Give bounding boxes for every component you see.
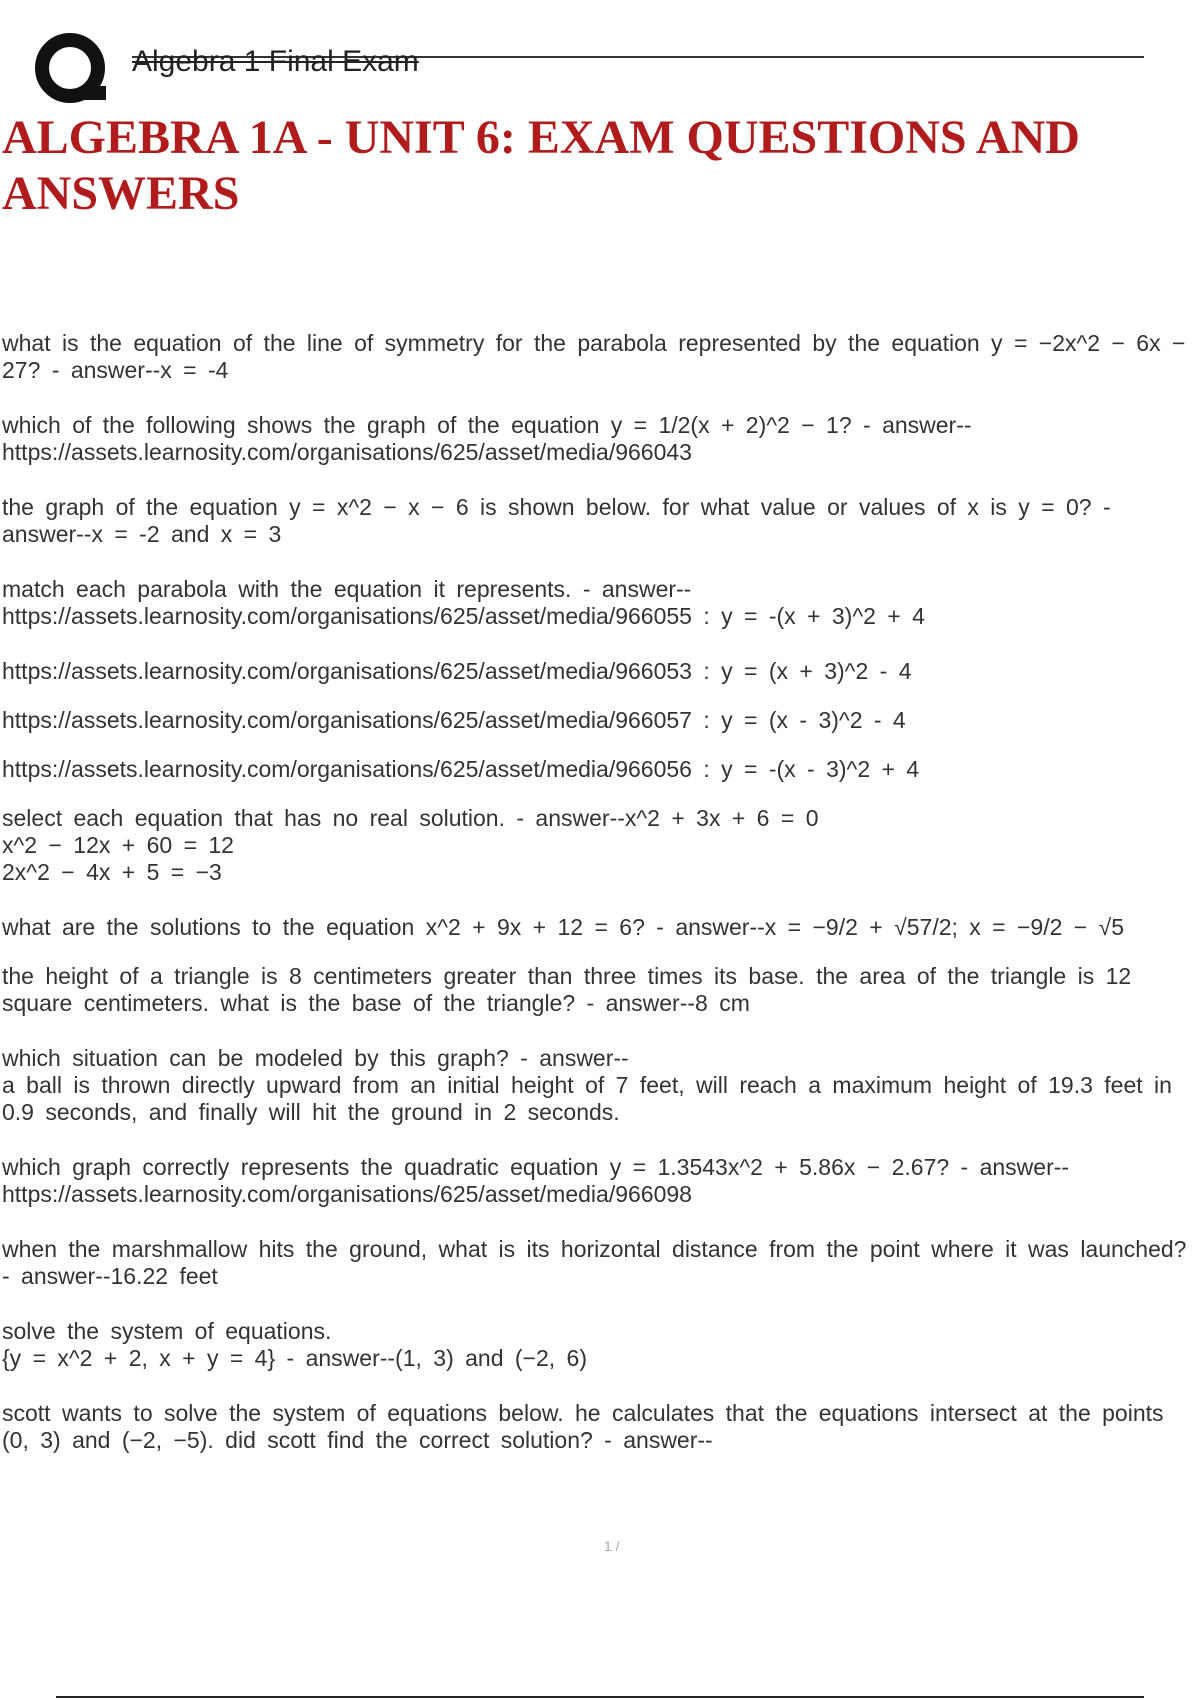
document-title: Algebra 1 Final Exam xyxy=(132,45,419,78)
qa-item: the height of a triangle is 8 centimeters greater than three times its base. the area of the triangle is 12 square centimeters. what is the base of the triangle? - answer--8 cm xyxy=(2,963,1143,1016)
qa-item: which graph correctly represents the quadratic equation y = 1.3543x^2 + 5.86x − 2.67? - answer--https://assets.learnosity.com/organisations/625/asset/media/966098 xyxy=(2,1154,1070,1207)
qa-item: the graph of the equation y = x^2 − x − 6 is shown below. for what value or values of x is y = 0? - answer--x = -2 and x = 3 xyxy=(2,494,1123,547)
logo-icon xyxy=(32,28,116,112)
document-header xyxy=(0,0,1200,115)
qa-item: https://assets.learnosity.com/organisations/625/asset/media/966056 : y = -(x - 3)^2 + 4 xyxy=(2,756,920,782)
qa-item: which situation can be modeled by this graph? - answer-- a ball is thrown directly upward from an initial height of 7 feet, will reach a maximum height of 19.3 feet in 0.9 seconds, and finally will hit the ground in 2 seconds. xyxy=(2,1045,1172,1125)
qa-item: when the marshmallow hits the ground, what is its horizontal distance from the point where it was launched? - answer--16.22 feet xyxy=(2,1236,1198,1289)
qa-item: solve the system of equations. {y = x^2 + 2, x + y = 4} - answer--(1, 3) and (−2, 6) xyxy=(2,1318,588,1371)
qa-item: https://assets.learnosity.com/organisations/625/asset/media/966053 : y = (x + 3)^2 - 4 xyxy=(2,658,912,684)
qa-item: select each equation that has no real solution. - answer--x^2 + 3x + 6 = 0 x^2 − 12x + 60 = 12 2x^2 − 4x + 5 = −3 xyxy=(2,805,819,885)
qa-item: https://assets.learnosity.com/organisations/625/asset/media/966057 : y = (x - 3)^2 - 4 xyxy=(2,707,906,733)
qa-item: scott wants to solve the system of equations below. he calculates that the equations intersect at the points (0, 3) and (−2, −5). did scott find the correct solution? - answer-- xyxy=(2,1400,1175,1453)
footer-rule xyxy=(56,1696,1144,1698)
qa-list xyxy=(2,330,1200,1482)
qa-item: which of the following shows the graph of the equation y = 1/2(x + 2)^2 − 1? - answer--https://assets.learnosity.com/organisations/625/asset/media/966043 xyxy=(2,412,972,465)
page-title: ALGEBRA 1A - UNIT 6: EXAM QUESTIONS AND ANSWERS xyxy=(2,111,1080,220)
page-number: 1 / xyxy=(604,1538,620,1554)
qa-item: what are the solutions to the equation x^2 + 9x + 12 = 6? - answer--x = −9/2 + √57/2; x = −9/2 − √5 xyxy=(2,914,1125,940)
qa-item: what is the equation of the line of symmetry for the parabola represented by the equation y = −2x^2 − 6x − 27? - answer--x = -4 xyxy=(2,330,1197,383)
qa-item: match each parabola with the equation it represents. - answer--https://assets.learnosity.com/organisations/625/asset/media/966055 : y = -(x + 3)^2 + 4 xyxy=(2,576,925,629)
